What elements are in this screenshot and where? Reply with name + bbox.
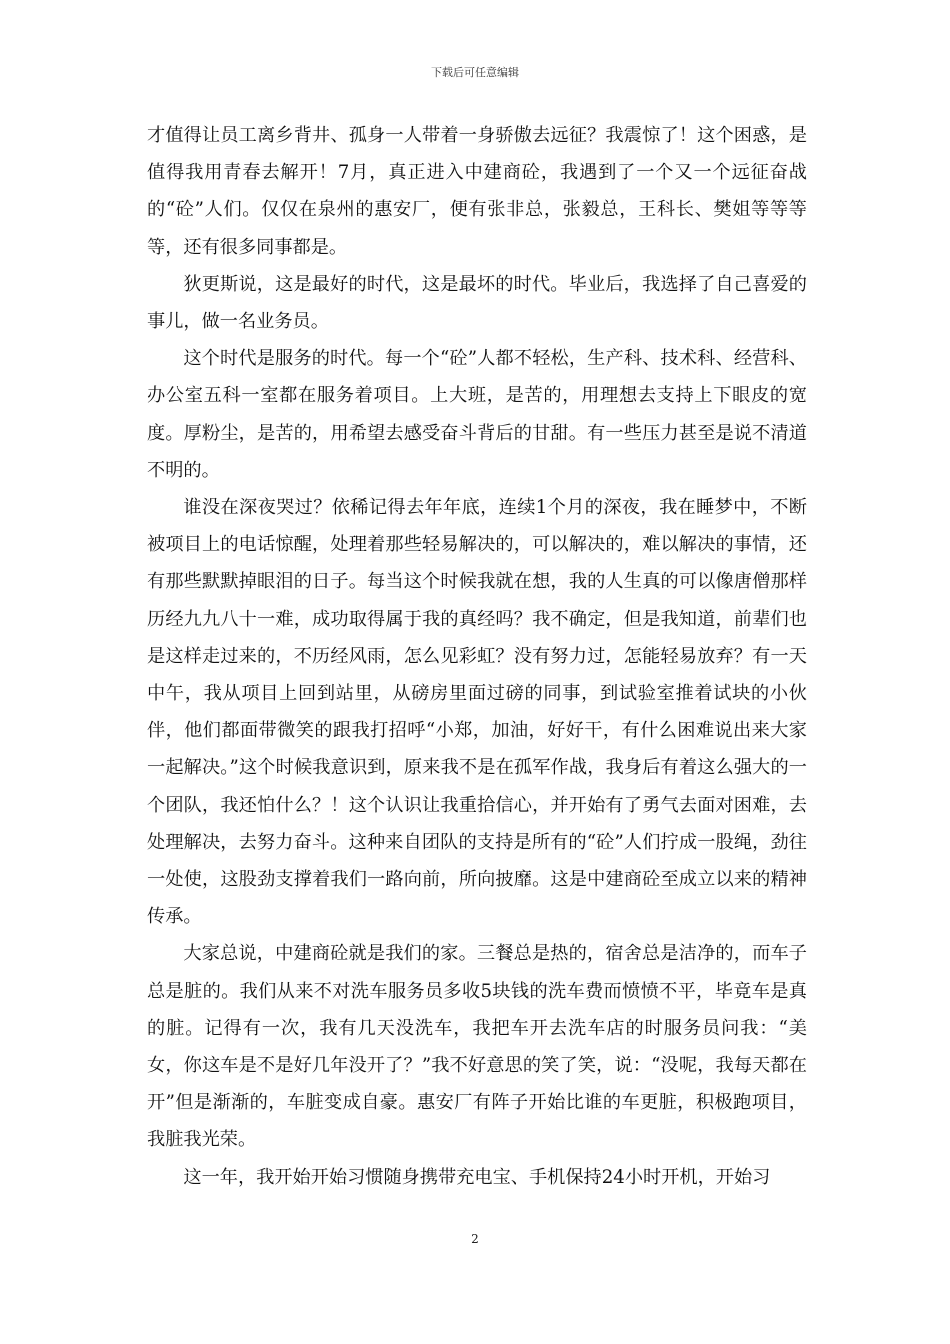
paragraph-2: 狄更斯说，这是最好的时代，这是最坏的时代。毕业后，我选择了自己喜爱的事儿，做一名业务员。 (147, 273, 807, 333)
paragraph-1: 才值得让员工离乡背井、孤身一人带着一身骄傲去远征？我震惊了！这个困惑，是值得我用青春去解开！7月，真正进入中建商砼，我遇到了一个又一个远征奋战的“砼”人们。仅仅在泉州的惠安厂，便有张非总，张毅总，王科长、樊姐等等等等，还有很多同事都是。 (147, 125, 807, 258)
paragraph-4: 谁没在深夜哭过？依稀记得去年年底，连续1个月的深夜，我在睡梦中，不断被项目上的电话惊醒，处理着那些轻易解决的，可以解决的，难以解决的事情，还有那些默默掉眼泪的日子。每当这个时候我就在想，我的人生真的可以像唐僧那样历经九九八十一难，成功取得属于我的真经吗？我不确定，但是我知道，前辈们也是这样走过来的，不历经风雨，怎么见彩虹？没有努力过，怎能轻易放弃？有一天中午，我从项目上回到站里，从磅房里面过磅的同事，到试验室推着试块的小伙伴，他们都面带微笑的跟我打招呼“小郑，加油，好好干，有什么困难说出来大家一起解决。”这个时候我意识到，原来我不是在孤军作战，我身后有着这么强大的一个团队，我还怕什么？！这个认识让我重拾信心，并开始有了勇气去面对困难，去处理解决，去努力奋斗。这种来自团队的支持是所有的“砼”人们拧成一股绳，劲往一处使，这股劲支撑着我们一路向前，所向披靡。这是中建商砼至成立以来的精神传承。 (147, 497, 807, 928)
document-body (147, 117, 807, 1196)
paragraph-3: 这个时代是服务的时代。每一个“砼”人都不轻松，生产科、技术科、经营科、办公室五科一室都在服务着项目。上大班，是苦的，用理想去支持上下眼皮的宽度。厚粉尘，是苦的，用希望去感受奋斗背后的甘甜。有一些压力甚至是说不清道不明的。 (147, 348, 807, 481)
page-header: 下载后可任意编辑 (431, 66, 519, 79)
paragraph-5: 大家总说，中建商砼就是我们的家。三餐总是热的，宿舍总是洁净的，而车子总是脏的。我们从来不对洗车服务员多收5块钱的洗车费而愤愤不平，毕竟车是真的脏。记得有一次，我有几天没洗车，我把车开去洗车店的时服务员问我：“美女，你这车是不是好几年没开了？”我不好意思的笑了笑，说：“没呢，我每天都在开”但是渐渐的，车脏变成自豪。惠安厂有阵子开始比谁的车更脏，积极跑项目，我脏我光荣。 (147, 943, 807, 1151)
page-number: 2 (471, 1232, 479, 1246)
paragraph-6: 这一年，我开始开始习惯随身携带充电宝、手机保持24小时开机，开始习 (183, 1166, 771, 1188)
